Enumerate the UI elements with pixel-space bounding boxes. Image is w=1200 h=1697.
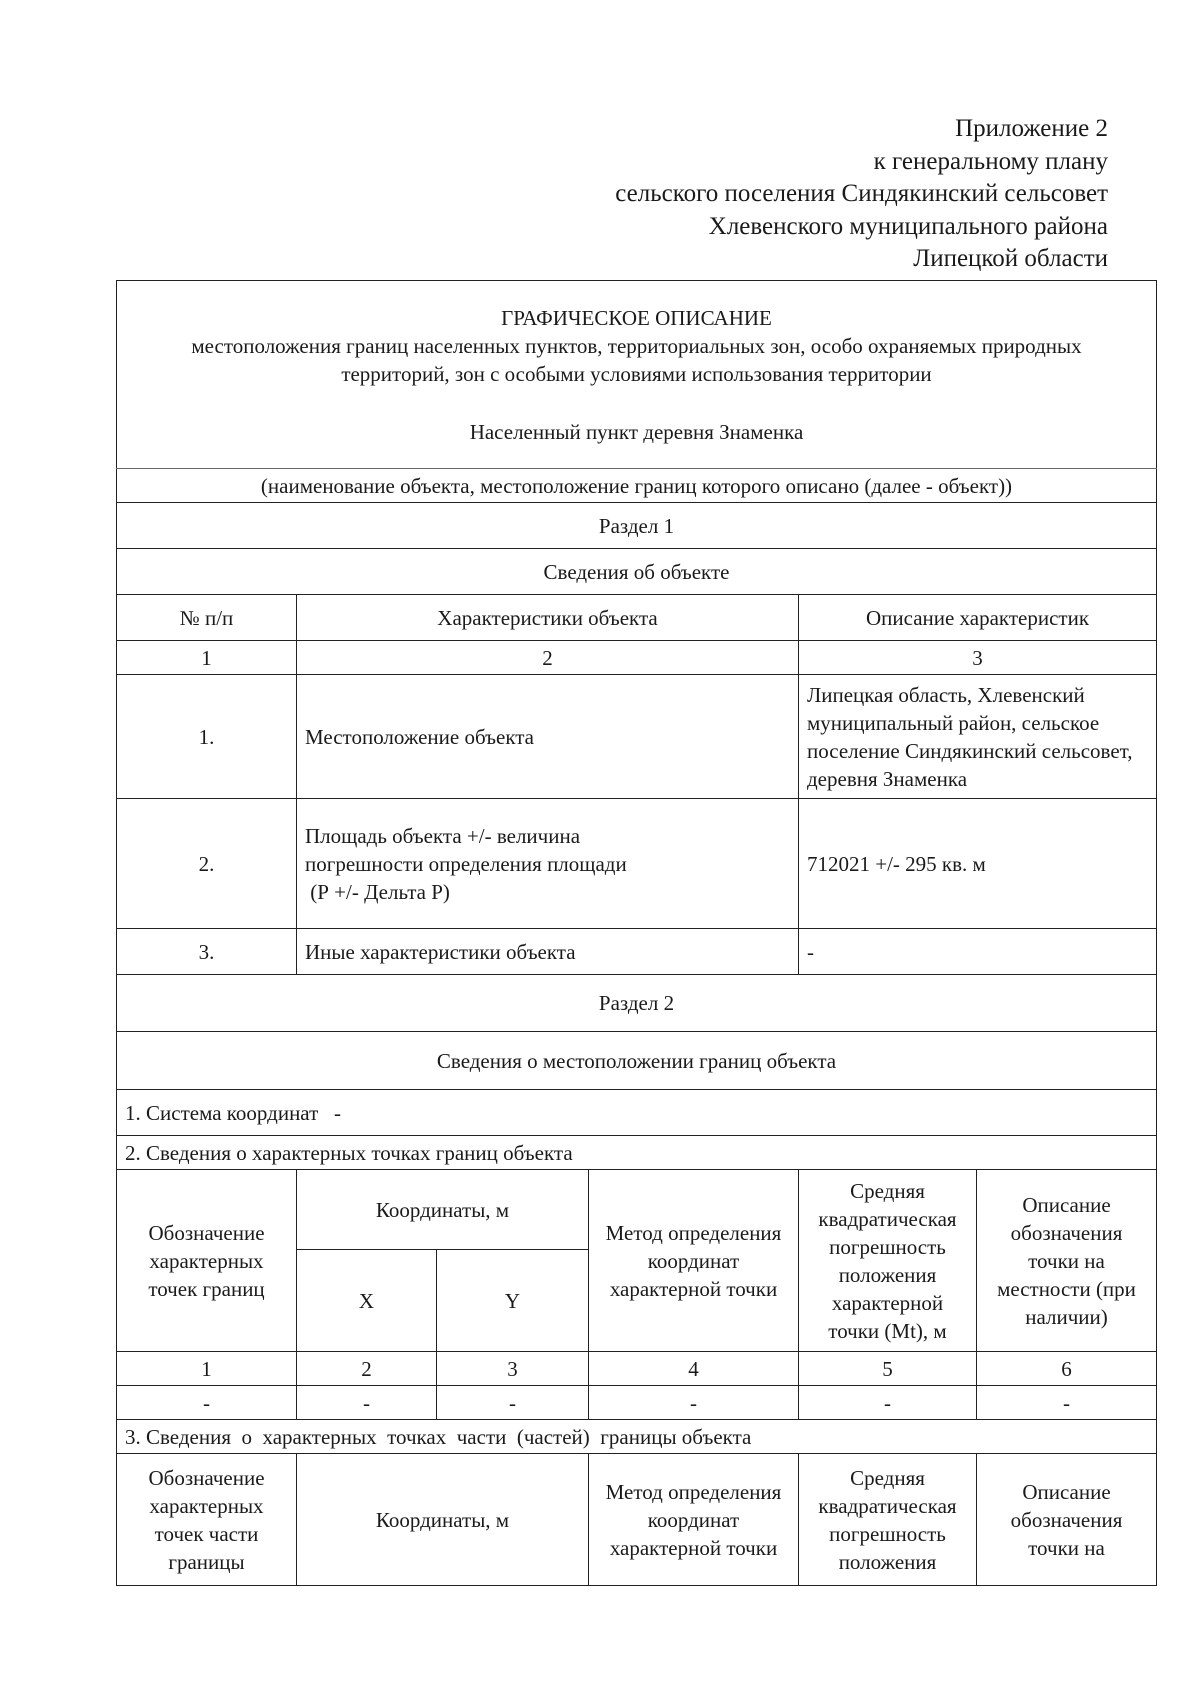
characteristic-cell: Иные характеристики объекта [297, 929, 799, 975]
section1-title: Сведения об объекте [117, 549, 1157, 595]
table-row [117, 929, 1157, 975]
header-line: квадратическая [818, 1206, 957, 1231]
empty-cell: - [589, 1386, 799, 1420]
row-number: 3. [117, 929, 297, 975]
header-line: точек части [154, 1521, 259, 1546]
header-line: наличии) [1025, 1304, 1108, 1329]
points-col-method [589, 1170, 799, 1352]
object-caption: (наименование объекта, местоположение границ которого описано (далее - объект)) [117, 469, 1157, 503]
characteristic-line: Площадь объекта +/- величина [305, 823, 581, 848]
header-line: Обозначение [148, 1220, 265, 1245]
points-col-error [799, 1170, 977, 1352]
header-line: точки на [1028, 1248, 1105, 1273]
points-col-x: X [297, 1250, 437, 1352]
header-line: погрешность [829, 1521, 946, 1546]
parts-col-designation [117, 1454, 297, 1586]
points-col-y: Y [437, 1250, 589, 1352]
header-line: Метод определения [605, 1220, 782, 1245]
empty-cell: - [117, 1386, 297, 1420]
header-line: характерной [831, 1290, 944, 1315]
appendix-line: Липецкой области [913, 245, 1108, 272]
column-number: 5 [799, 1352, 977, 1386]
header-line: точек границ [148, 1276, 265, 1301]
header-line: Описание [1022, 1479, 1111, 1504]
points-title: 2. Сведения о характерных точках границ объекта [117, 1136, 1157, 1170]
parts-title: 3. Сведения о характерных точках части (частей) границы объекта [117, 1420, 1157, 1454]
description-cell: 712021 +/- 295 кв. м [799, 799, 1157, 929]
description-line: муниципальный район, сельское [807, 710, 1100, 735]
characteristic-line: погрешности определения площади [305, 851, 627, 876]
characteristic-cell: Местоположение объекта [297, 675, 799, 799]
coord-system: 1. Система координат - [117, 1090, 1157, 1136]
description-table [116, 280, 1157, 1586]
empty-cell: - [799, 1386, 977, 1420]
points-col-coords: Координаты, м [297, 1170, 589, 1250]
column-number: 1 [117, 641, 297, 675]
column-number: 3 [799, 641, 1157, 675]
column-number: 3 [437, 1352, 589, 1386]
description-line: Липецкая область, Хлевенский [807, 682, 1085, 707]
column-number: 2 [297, 641, 799, 675]
header-line: квадратическая [818, 1493, 957, 1518]
table-row [117, 799, 1157, 929]
header-line: Метод определения [605, 1479, 782, 1504]
section2-label: Раздел 2 [117, 975, 1157, 1032]
column-number: 4 [589, 1352, 799, 1386]
row-number: 1. [117, 675, 297, 799]
header-line: характерной точки [609, 1535, 778, 1560]
document-title: ГРАФИЧЕСКОЕ ОПИСАНИЕ [501, 305, 772, 330]
appendix-header [615, 113, 1108, 276]
parts-col-error [799, 1454, 977, 1586]
section1-label: Раздел 1 [117, 503, 1157, 549]
document-frame [116, 280, 1156, 1586]
column-number: 6 [977, 1352, 1157, 1386]
column-header: Описание характеристик [799, 595, 1157, 641]
header-line: положения [838, 1549, 937, 1574]
header-line: Обозначение [148, 1465, 265, 1490]
parts-col-coords: Координаты, м [297, 1454, 589, 1586]
header-line: положения [838, 1262, 937, 1287]
header-line: Средняя [850, 1178, 925, 1203]
column-header: Характеристики объекта [297, 595, 799, 641]
document-header [117, 281, 1157, 469]
document-subtitle: местоположения границ населенных пунктов, территориальных зон, особо охраняемых природных [191, 333, 1082, 358]
description-cell [799, 675, 1157, 799]
header-line: координат [647, 1507, 740, 1532]
appendix-line: к генеральному плану [873, 147, 1108, 175]
object-name: Населенный пункт деревня Знаменка [469, 419, 804, 444]
header-line: координат [647, 1248, 740, 1273]
column-number: 1 [117, 1352, 297, 1386]
header-line: характерных [149, 1493, 264, 1518]
parts-col-description [977, 1454, 1157, 1586]
header-line: границы [168, 1549, 245, 1574]
header-line: характерных [149, 1248, 264, 1273]
column-header: № п/п [117, 595, 297, 641]
empty-cell: - [437, 1386, 589, 1420]
header-line: характерной точки [609, 1276, 778, 1301]
characteristic-line: (Р +/- Дельта Р) [305, 879, 450, 904]
header-line: Описание [1022, 1192, 1111, 1217]
parts-col-method [589, 1454, 799, 1586]
description-line: деревня Знаменка [807, 766, 968, 791]
header-line: обозначения [1010, 1507, 1123, 1532]
header-line: погрешность [829, 1234, 946, 1259]
section2-title: Сведения о местоположении границ объекта [117, 1032, 1157, 1090]
header-line: точки на [1028, 1535, 1105, 1560]
points-col-description [977, 1170, 1157, 1352]
appendix-line: сельского поселения Синдякинский сельсовет [615, 180, 1108, 207]
table-row [117, 675, 1157, 799]
appendix-line: Хлевенского муниципального района [708, 212, 1108, 240]
empty-cell: - [297, 1386, 437, 1420]
description-cell: - [799, 929, 1157, 975]
document-subtitle: территорий, зон с особыми условиями использования территории [341, 361, 932, 386]
header-line: точки (Mt), м [828, 1318, 947, 1343]
row-number: 2. [117, 799, 297, 929]
column-number: 2 [297, 1352, 437, 1386]
table-row [117, 1386, 1157, 1420]
points-col-designation [117, 1170, 297, 1352]
empty-cell: - [977, 1386, 1157, 1420]
header-line: Средняя [850, 1465, 925, 1490]
header-line: местности (при [997, 1276, 1136, 1301]
characteristic-cell [297, 799, 799, 929]
header-line: обозначения [1010, 1220, 1123, 1245]
description-line: поселение Синдякинский сельсовет, [807, 738, 1133, 763]
appendix-line: Приложение 2 [955, 115, 1108, 142]
